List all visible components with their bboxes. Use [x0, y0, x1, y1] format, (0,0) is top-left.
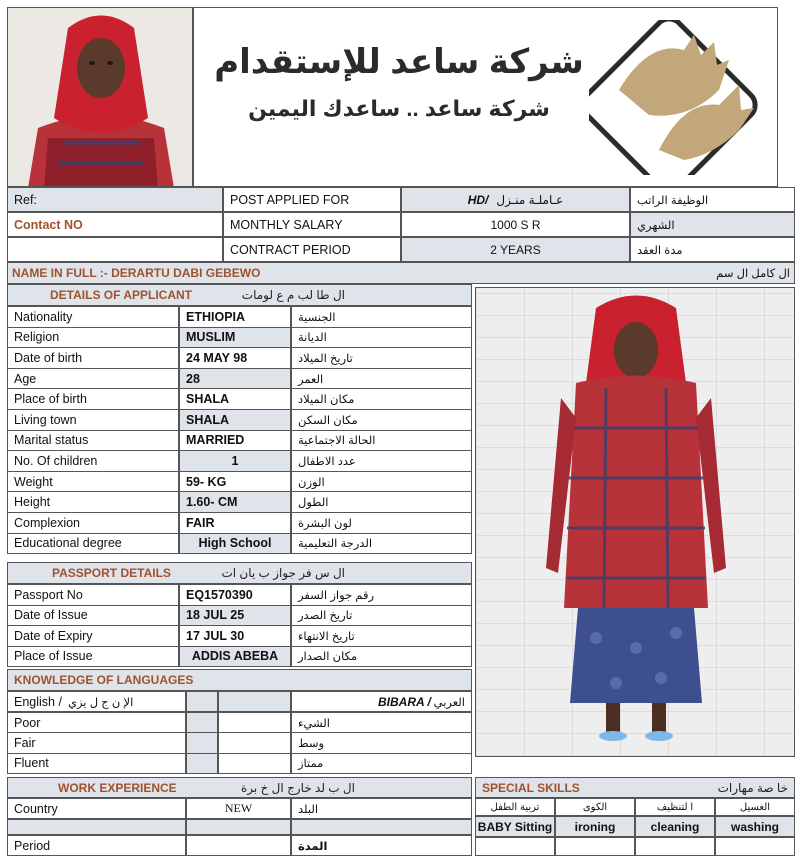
applicant-row-label: Height: [7, 491, 179, 513]
full-name-ar: ال كامل ال سم: [716, 268, 790, 280]
applicant-row-value: 1.60- CM: [179, 491, 291, 513]
language-level-cell: [218, 732, 291, 753]
period-value: [186, 835, 291, 856]
language-level-label-ar: وسط: [291, 732, 472, 753]
applicant-row-label: Place of birth: [7, 388, 179, 410]
skill-blank-cell: [635, 837, 715, 856]
applicant-title-ar: ال طا لب م ع لومات: [241, 288, 345, 302]
applicant-row-label: Age: [7, 368, 179, 390]
applicant-row-value: 28: [179, 368, 291, 390]
language-level-cell: [186, 753, 218, 774]
applicant-row-label: Weight: [7, 471, 179, 493]
post-label-ar: الوظيفة الراتب: [630, 187, 795, 212]
full-name: NAME IN FULL :- DERARTU DABI GEBEWO: [12, 266, 261, 280]
header-banner: [193, 7, 778, 187]
language-level-cell: [218, 712, 291, 733]
period-label-ar: المدة: [291, 835, 472, 856]
country-value: NEW: [186, 798, 291, 819]
applicant-section-title: [7, 284, 472, 306]
applicant-row-label-ar: الدرجة التعليمية: [291, 533, 472, 555]
passport-row-label: Date of Issue: [7, 605, 179, 627]
skills-section-title: [475, 777, 795, 798]
applicant-full-photo: [475, 287, 795, 757]
name-row: [7, 262, 795, 284]
applicant-row-label-ar: مكان السكن: [291, 409, 472, 431]
skill-blank-cell: [475, 837, 555, 856]
passport-title: PASSPORT DETAILS: [52, 566, 171, 580]
applicant-row-label-ar: الجنسية: [291, 306, 472, 328]
headshot-illustration: [8, 8, 193, 187]
skill-label: cleaning: [635, 816, 715, 837]
applicant-row-value: High School: [179, 533, 291, 555]
company-slogan: شركة ساعد .. ساعدك اليمين: [248, 96, 550, 121]
country-label-ar: البلد: [291, 798, 472, 819]
applicant-row-value: SHALA: [179, 388, 291, 410]
skill-label-ar: الغسيل: [715, 798, 795, 816]
applicant-row-label: Complexion: [7, 512, 179, 534]
language-level-label-ar: الشيء: [291, 712, 472, 733]
applicant-row-value: 1: [179, 450, 291, 472]
language-level-label: Fair: [7, 732, 186, 753]
applicant-row-label-ar: الوزن: [291, 471, 472, 493]
post-label: POST APPLIED FOR: [223, 187, 401, 212]
passport-title-ar: ال س فر جواز ب يان ات: [221, 566, 345, 580]
applicant-row-value: MUSLIM: [179, 327, 291, 349]
language-level-cell: [186, 732, 218, 753]
english-label-cell: [7, 691, 186, 712]
skill-label: ironing: [555, 816, 635, 837]
applicant-row-value: SHALA: [179, 409, 291, 431]
skill-label-ar: تربية الطفل: [475, 798, 555, 816]
country-label: Country: [7, 798, 186, 819]
post-value-en: HD/: [467, 192, 489, 207]
applicant-row-label-ar: الحالة الاجتماعية: [291, 430, 472, 452]
passport-row-label: Date of Expiry: [7, 625, 179, 647]
passport-row-label-ar: رقم جواز السفر: [291, 584, 472, 606]
applicant-row-value: 24 MAY 98: [179, 347, 291, 369]
blank-left-cell: [7, 237, 223, 262]
work-title-ar: ال ب لد خارج ال خ برة: [241, 780, 355, 795]
contract-value: 2 YEARS: [401, 237, 630, 262]
full-photo-illustration: [476, 288, 795, 757]
passport-row-value: EQ1570390: [179, 584, 291, 606]
contract-label-ar: مدة العقد: [630, 237, 795, 262]
passport-row-value: 18 JUL 25: [179, 605, 291, 627]
language-level-label: Poor: [7, 712, 186, 733]
work-title: WORK EXPERIENCE: [58, 780, 177, 795]
applicant-row-label: Date of birth: [7, 347, 179, 369]
applicant-row-label: Educational degree: [7, 533, 179, 555]
company-name: شركة ساعد للإستقدام: [214, 43, 584, 81]
skill-blank-cell: [715, 837, 795, 856]
applicant-row-label-ar: لون البشرة: [291, 512, 472, 534]
ref-cell: Ref:: [7, 187, 223, 212]
passport-row-value: ADDIS ABEBA: [179, 646, 291, 668]
hands-logo-icon: [589, 20, 764, 175]
work-blank-row-3: [291, 819, 472, 835]
passport-row-label-ar: تاريخ الصدر: [291, 605, 472, 627]
english-level-cell-2: [218, 691, 291, 712]
applicant-row-value: MARRIED: [179, 430, 291, 452]
applicant-row-label-ar: تاريخ الميلاد: [291, 347, 472, 369]
language-level-cell: [218, 753, 291, 774]
work-section-title: [7, 777, 472, 798]
passport-section-title: [7, 562, 472, 584]
applicant-row-label-ar: عدد الاطفال: [291, 450, 472, 472]
english-label: English /: [14, 694, 62, 709]
applicant-row-label: Living town: [7, 409, 179, 431]
work-blank-row-2: [186, 819, 291, 835]
applicant-row-label-ar: العمر: [291, 368, 472, 390]
applicant-row-label: No. Of children: [7, 450, 179, 472]
applicant-row-label-ar: الطول: [291, 491, 472, 513]
english-label-ar: الإ ن ج ل يزي: [67, 696, 134, 709]
applicant-row-label-ar: الديانة: [291, 327, 472, 349]
skills-title: SPECIAL SKILLS: [482, 780, 580, 795]
skill-label: BABY Sitting: [475, 816, 555, 837]
period-label: Period: [7, 835, 186, 856]
applicant-row-label: Nationality: [7, 306, 179, 328]
arabic-label-cell: [291, 691, 472, 712]
passport-row-value: 17 JUL 30: [179, 625, 291, 647]
passport-row-label: Passport No: [7, 584, 179, 606]
language-level-label-ar: ممتاز: [291, 753, 472, 774]
applicant-row-label-ar: مكان الميلاد: [291, 388, 472, 410]
contract-label: CONTRACT PERIOD: [223, 237, 401, 262]
skill-label: washing: [715, 816, 795, 837]
language-level-label: Fluent: [7, 753, 186, 774]
skill-label-ar: ا لتنظيف: [635, 798, 715, 816]
languages-section-title: KNOWLEDGE OF LANGUAGES: [7, 669, 472, 691]
skills-title-ar: خا صة مهارات: [717, 780, 788, 795]
language-level-cell: [186, 712, 218, 733]
passport-row-label-ar: تاريخ الانتهاء: [291, 625, 472, 647]
salary-label-ar: الشهري: [630, 212, 795, 237]
post-value: [401, 187, 630, 212]
applicant-row-value: FAIR: [179, 512, 291, 534]
applicant-row-label: Religion: [7, 327, 179, 349]
arabic-value: BIBARA /: [378, 694, 431, 709]
salary-value: 1000 S R: [401, 212, 630, 237]
applicant-headshot: [7, 7, 193, 187]
contact-cell: Contact NO: [7, 212, 223, 237]
passport-row-label: Place of Issue: [7, 646, 179, 668]
applicant-row-value: 59- KG: [179, 471, 291, 493]
english-level-cell-1: [186, 691, 218, 712]
salary-label: MONTHLY SALARY: [223, 212, 401, 237]
skill-blank-cell: [555, 837, 635, 856]
work-blank-row-1: [7, 819, 186, 835]
post-value-ar: عـاملـة منـزل: [496, 192, 564, 207]
applicant-row-value: ETHIOPIA: [179, 306, 291, 328]
skill-label-ar: الكوى: [555, 798, 635, 816]
arabic-label-ar: العربي: [433, 696, 465, 709]
applicant-row-label: Marital status: [7, 430, 179, 452]
applicant-title: DETAILS OF APPLICANT: [50, 288, 192, 302]
passport-row-label-ar: مكان الصدار: [291, 646, 472, 668]
